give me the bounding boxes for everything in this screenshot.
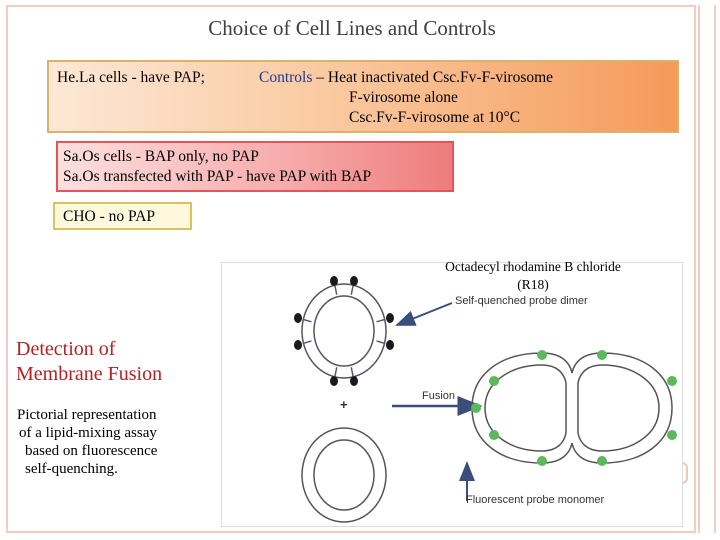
dimer-probe [330,376,338,386]
cho-line: CHO - no PAP [63,208,156,225]
monomer-probe [537,456,547,466]
saos-box [56,141,454,192]
monomer-probe [471,403,481,413]
side-heading-line-2: Membrane Fusion [16,363,163,385]
saos-line-2: Sa.Os transfected with PAP - have PAP with BAP [63,168,372,185]
dimer-probe [350,376,358,386]
hela-text: He.La cells - have PAP; [57,69,205,86]
monomer-probe [597,456,607,466]
side-desc-line-1: Pictorial representation [17,407,157,423]
r18-label-line-1: Octadecyl rhodamine B chloride [445,259,621,274]
cho-box [53,202,192,230]
side-desc-line-3: based on fluorescence [25,443,158,459]
dimer-probe [350,276,358,286]
control-1: – Heat inactivated Csc.Fv-F-virosome [316,69,554,86]
dimer-probe-tail [303,341,312,344]
dimer-probe-tail [335,286,337,295]
target-liposome [302,428,386,522]
dimer-probe-tail [303,319,312,321]
dimer-probe-tail [335,367,337,376]
slide-title: Choice of Cell Lines and Controls [208,16,496,40]
r18-label [418,258,648,294]
dimer-arrow [397,303,452,325]
fusion-diagram-svg [222,263,684,528]
monomer-probe [667,430,677,440]
dimer-probe [330,276,338,286]
fusion-label: Fusion [422,390,456,402]
controls-label: Controls [259,69,313,86]
dimer-probe [386,313,394,323]
monomer-probe [537,350,547,360]
fused-liposome [472,353,672,463]
dimer-probe-tail [377,341,386,344]
dimer-probe-tail [351,286,353,295]
dimer-probe-tail [377,319,386,321]
dimer-probe [294,340,302,350]
dimer-probe-tail [351,367,353,376]
monomer-probe [489,376,499,386]
side-heading [16,337,162,387]
r18-label-line-2: (R18) [517,277,549,292]
control-3: Csc.Fv-F-virosome at 10°C [349,109,521,126]
plus-sign: + [340,397,348,412]
monomer-label: Fluorescent probe monomer [466,494,605,506]
dimer-label: Self-quenched probe dimer [455,295,588,307]
dimer-probe [386,340,394,350]
monomer-probe [489,430,499,440]
side-desc-line-4: self-quenching. [25,461,118,477]
saos-line-1: Sa.Os cells - BAP only, no PAP [63,148,259,165]
quenched-liposome [302,284,386,378]
dimer-probes [294,276,394,386]
slide-side-frame [698,5,716,533]
hela-box [47,60,679,133]
side-heading-line-1: Detection of [16,338,116,360]
side-description [17,406,157,478]
side-desc-line-2: of a lipid-mixing assay [19,425,157,441]
control-2: F-virosome alone [349,89,458,106]
monomer-probe [597,350,607,360]
monomer-probe [667,376,677,386]
fusion-diagram [221,262,683,527]
dimer-probe [294,313,302,323]
